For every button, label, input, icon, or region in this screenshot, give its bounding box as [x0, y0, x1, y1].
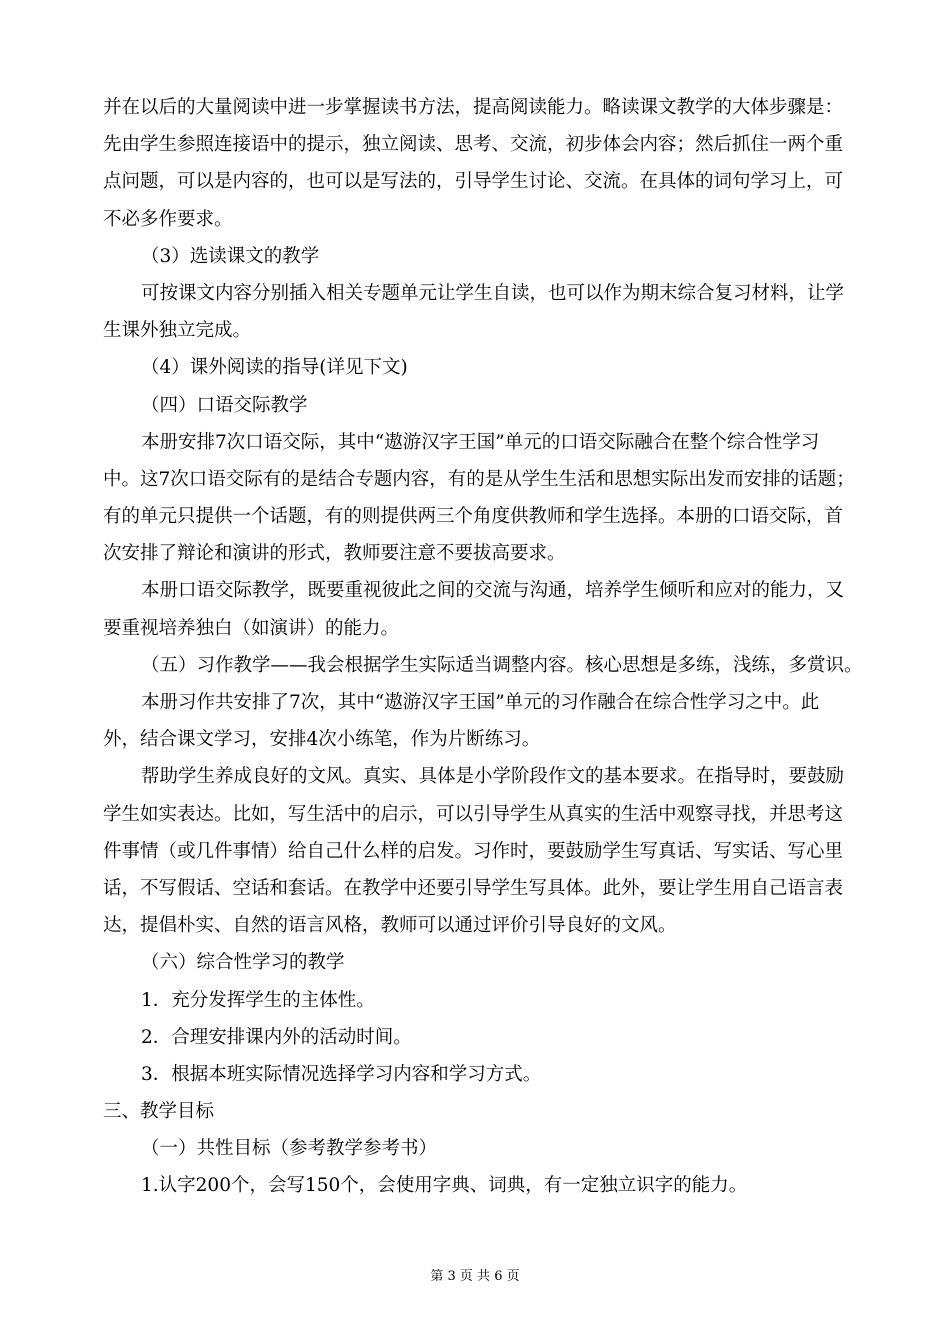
text-line: 可按课文内容分别插入相关专题单元让学生自读，也可以作为期末综合复习材料，让学: [141, 282, 845, 304]
text-line: （四）口语交际教学: [141, 394, 308, 416]
text-line: 点问题，可以是内容的，也可以是写法的，引导学生讨论、交流。在具体的词句学习上，可: [103, 171, 844, 193]
text-line: 有的单元只提供一个话题，有的则提供两三个角度供教师和学生选择。本册的口语交际，首: [103, 506, 844, 528]
text-line: 中。这7次口语交际有的是结合专题内容，有的是从学生生活和思想实际出发而安排的话题；: [103, 468, 855, 490]
text-line: 先由学生参照连接语中的提示，独立阅读、思考、交流，初步体会内容；然后抓住一两个重: [103, 134, 844, 156]
text-line: 并在以后的大量阅读中进一步掌握读书方法，提高阅读能力。略读课文教学的大体步骤是：: [103, 97, 844, 118]
text-line: （一）共性目标（参考教学参考书）: [141, 1138, 438, 1160]
text-line: 生课外独立完成。: [103, 320, 252, 342]
text-line: 件事情（或几件事情）给自己什么样的启发。习作时，要鼓励学生写真话、写实话、写心里: [103, 840, 844, 862]
text-line: 不必多作要求。: [103, 208, 233, 230]
text-line: 本册口语交际教学，既要重视彼此之间的交流与沟通，培养学生倾听和应对的能力，又: [141, 580, 845, 602]
text-line: 要重视培养独白（如演讲）的能力。: [103, 617, 400, 639]
text-line: 2．合理安排课内外的活动时间。: [141, 1026, 412, 1048]
text-line: 话，不写假话、空话和套话。在教学中还要引导学生写具体。此外，要让学生用自己语言表: [103, 877, 844, 899]
text-line: （4）课外阅读的指导(详见下文): [141, 357, 408, 379]
text-line: 学生如实表达。比如，写生活中的启示，可以引导学生从真实的生活中观察寻找，并思考这: [103, 803, 844, 825]
text-line: 次安排了辩论和演讲的形式，教师要注意不要拔高要求。: [103, 543, 566, 565]
text-line: （五）习作教学——我会根据学生实际适当调整内容。核心思想是多练，浅练，多赏识。: [141, 654, 863, 676]
page-number-footer: 第 3 页 共 6 页: [430, 1269, 520, 1284]
text-line: 本册习作共安排了7次，其中“遨游汉字王国”单元的习作融合在综合性学习之中。此: [141, 692, 820, 713]
text-line: 3．根据本班实际情况选择学习内容和学习方式。: [141, 1063, 542, 1085]
text-line: 外，结合课文学习，安排4次小练笔，作为片断练习。: [103, 729, 541, 751]
text-line: （六）综合性学习的教学: [141, 952, 345, 974]
text-line: 帮助学生养成良好的文风。真实、具体是小学阶段作文的基本要求。在指导时，要鼓励: [141, 766, 845, 788]
document-body: [103, 89, 863, 1205]
text-line: 1.认字200个，会写150个，会使用字典、词典，有一定独立识字的能力。: [141, 1175, 748, 1197]
text-line: 三、教学目标: [103, 1101, 215, 1123]
text-line: 本册安排7次口语交际，其中“遨游汉字王国”单元的口语交际融合在整个综合性学习: [141, 431, 820, 453]
text-line: （3）选读课文的教学: [141, 245, 320, 267]
text-line: 达，提倡朴实、自然的语言风格，教师可以通过评价引导良好的文风。: [103, 915, 677, 937]
text-line: 1．充分发挥学生的主体性。: [141, 989, 375, 1011]
